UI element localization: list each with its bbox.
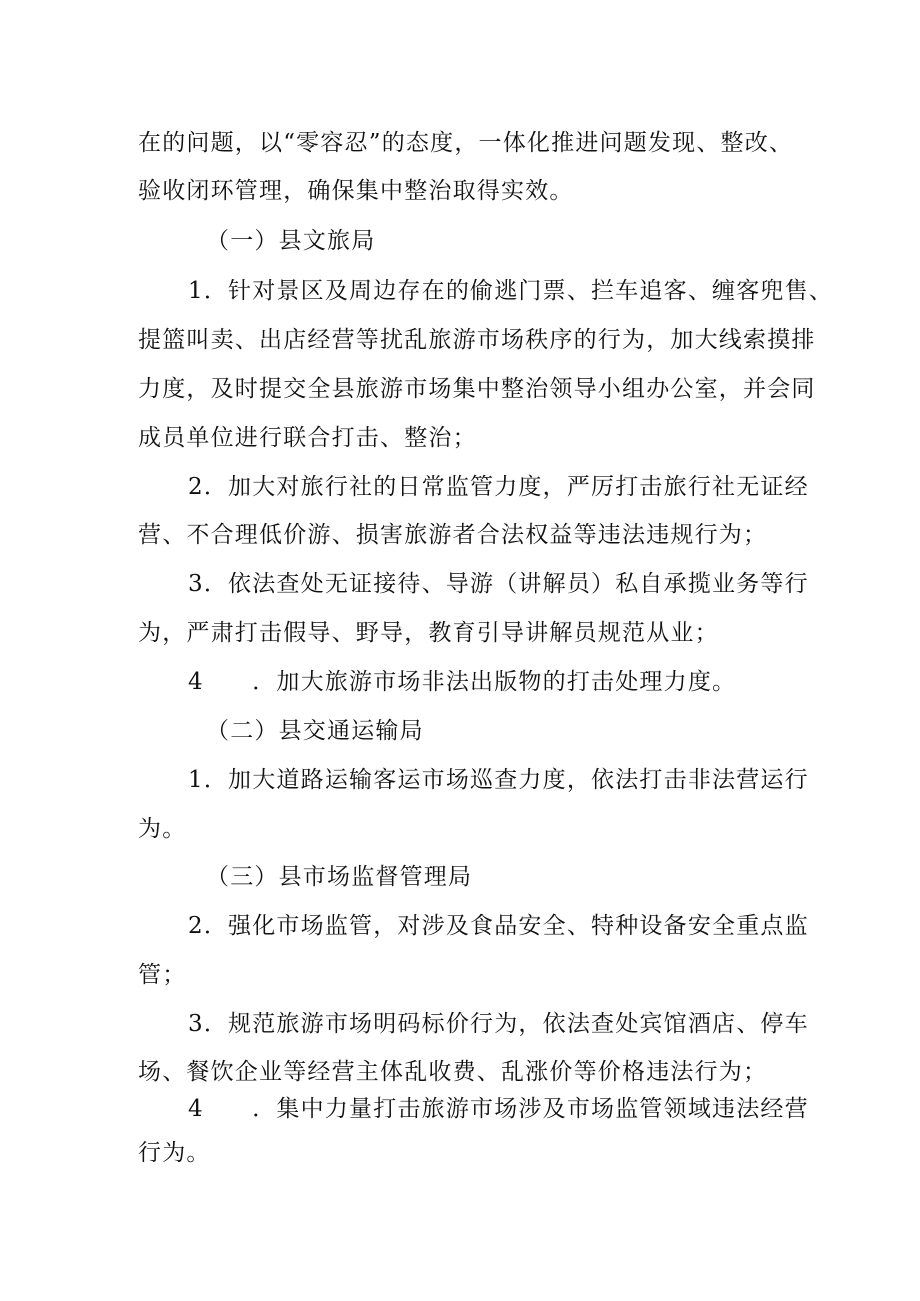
paragraph-line: 场、餐饮企业等经营主体乱收费、乱涨价等价格违法行为； [138, 1059, 768, 1085]
paragraph-line: 在的问题，以“零容忍”的态度，一体化推进问题发现、整改、 [138, 130, 794, 156]
paragraph-line: 提篮叫卖、出店经营等扰乱旅游市场秩序的行为，加大线索摸排 [138, 327, 816, 353]
section-heading-culture-tourism: （一）县文旅局 [206, 228, 376, 254]
list-item-2-start: 2．强化市场监管，对涉及食品安全、特种设备安全重点监 [188, 913, 809, 939]
list-item-1-start: 1．加大道路运输客运市场巡查力度，依法打击非法营运行 [188, 767, 809, 793]
paragraph-line: 管； [138, 962, 187, 988]
paragraph-line: 行为。 [138, 1140, 211, 1166]
list-item-1-start: 1．针对景区及周边存在的偷逃门票、拦车追客、缠客兜售、 [188, 278, 834, 304]
list-item-3-start: 3．规范旅游市场明码标价行为，依法查处宾馆酒店、停车 [188, 1011, 809, 1037]
paragraph-line: 为，严肃打击假导、野导，教育引导讲解员规范从业； [138, 620, 719, 646]
list-item-3-start: 3．依法查处无证接待、导游（讲解员）私自承揽业务等行 [188, 571, 809, 597]
paragraph-line: 验收闭环管理，确保集中整治取得实效。 [138, 178, 574, 204]
list-item-4: 4 ．加大旅游市场非法出版物的打击处理力度。 [188, 669, 737, 695]
paragraph-line: 力度，及时提交全县旅游市场集中整治领导小组办公室，并会同 [138, 376, 816, 402]
paragraph-line: 为。 [138, 816, 187, 842]
list-item-2-start: 2．加大对旅行社的日常监管力度，严厉打击旅行社无证经 [188, 474, 809, 500]
section-heading-transport: （二）县交通运输局 [206, 718, 424, 744]
paragraph-line: 营、不合理低价游、损害旅游者合法权益等违法违规行为； [138, 522, 768, 548]
list-item-4-start: 4 ．集中力量打击旅游市场涉及市场监管领域违法经营 [188, 1096, 809, 1122]
section-heading-market-supervision: （三）县市场监督管理局 [206, 864, 473, 890]
paragraph-line: 成员单位进行联合打击、整治； [138, 425, 477, 451]
